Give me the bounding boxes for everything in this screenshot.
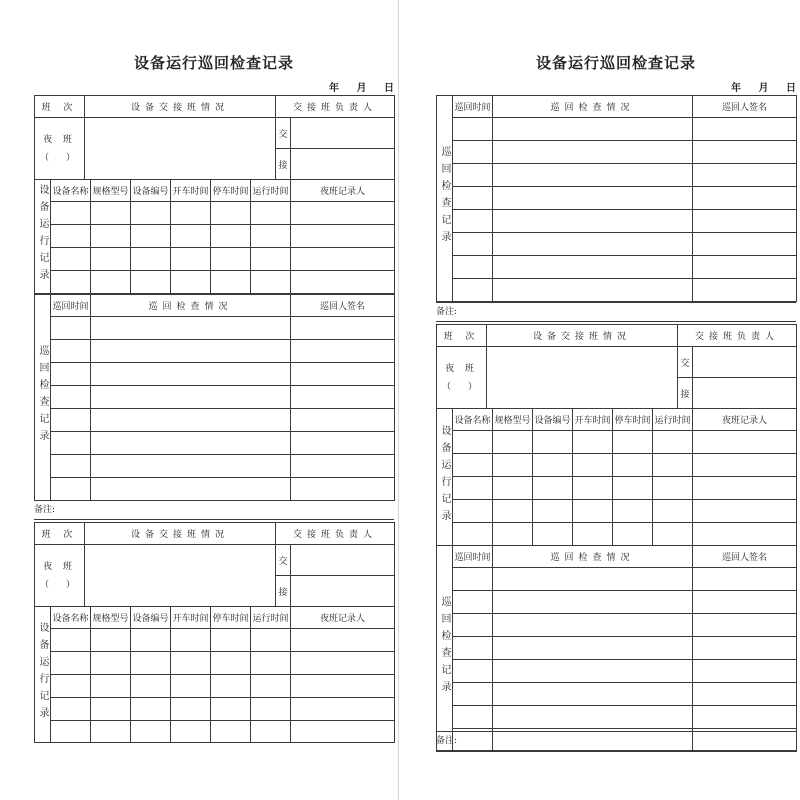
inspection-side-label: 巡回检查记录 [35,295,51,501]
hand-over-label: 交 [276,545,291,576]
take-over-signature [291,149,395,180]
situation-header: 设备交接班情况 [85,96,276,118]
night-shift-cell [35,118,85,180]
col-patrol-time: 巡回时间 [453,546,493,568]
night-shift-label: 夜 班 [445,363,478,374]
table-row [437,141,797,164]
situation-cell [85,545,276,607]
col-spec-model: 规格型号 [493,409,533,431]
table-row [35,698,395,721]
table-row [437,279,797,302]
shift-header: 班 次 [35,523,85,545]
table-row [437,500,797,523]
operation-table [34,179,395,294]
take-over-label: 接 [678,378,693,409]
responsible-header: 交接班负责人 [276,523,395,545]
col-run-time: 运行时间 [251,607,291,629]
col-start-time: 开车时间 [171,180,211,202]
col-stop-time: 停车时间 [613,409,653,431]
night-shift-cell [35,545,85,607]
shift-header: 班 次 [35,96,85,118]
hand-over-label: 交 [276,118,291,149]
col-patrol-situation: 巡回检查情况 [493,96,693,118]
table-row [437,454,797,477]
remarks: 备注: [436,302,796,322]
take-over-signature [291,576,395,607]
situation-cell [85,118,276,180]
take-over-label: 接 [276,576,291,607]
handover-table [436,324,797,409]
page-divider [398,0,399,800]
operation-table [34,606,395,743]
table-row [437,568,797,591]
table-row [35,225,395,248]
night-shift-paren: （ ） [441,381,481,392]
col-equipment-name: 设备名称 [51,180,91,202]
table-row [437,523,797,546]
situation-cell [487,347,678,409]
hand-over-signature [693,347,797,378]
inspection-side-label: 巡回检查记录 [437,546,453,752]
night-shift-label: 夜 班 [43,134,76,145]
table-row [35,629,395,652]
col-equipment-name: 设备名称 [453,409,493,431]
shift-header: 班 次 [437,325,487,347]
col-patrol-situation: 巡回检查情况 [493,546,693,568]
night-shift-label: 夜 班 [43,561,76,572]
table-row [437,614,797,637]
col-patrol-time: 巡回时间 [453,96,493,118]
table-row [437,591,797,614]
col-equipment-no: 设备编号 [533,409,573,431]
col-run-time: 运行时间 [653,409,693,431]
table-row [437,683,797,706]
col-start-time: 开车时间 [171,607,211,629]
inspection-table [436,95,797,302]
table-row [35,363,395,386]
table-row [437,118,797,141]
responsible-header: 交接班负责人 [276,96,395,118]
table-row [437,637,797,660]
table-row [437,210,797,233]
handover-table [34,95,395,180]
table-row [437,660,797,683]
situation-header: 设备交接班情况 [487,325,678,347]
remarks: 备注: [34,500,394,520]
table-row [35,652,395,675]
col-equipment-no: 设备编号 [131,607,171,629]
table-row [437,477,797,500]
doc-title: 设备运行巡回检查记录 [535,54,696,72]
table-row [35,340,395,363]
night-shift-cell [437,347,487,409]
col-patrol-situation: 巡回检查情况 [91,295,291,317]
col-patrol-time: 巡回时间 [51,295,91,317]
table-row [35,432,395,455]
table-row [35,271,395,294]
handover-table [34,522,395,607]
hand-over-label: 交 [678,347,693,378]
col-night-recorder: 夜班记录人 [291,180,395,202]
table-row [35,478,395,501]
date-line: 年 月 日 [329,83,394,94]
operation-table [436,408,797,546]
table-row [437,256,797,279]
col-stop-time: 停车时间 [211,180,251,202]
col-patrol-signature: 巡回人签名 [693,546,797,568]
col-spec-model: 规格型号 [91,607,131,629]
table-row [35,202,395,225]
col-spec-model: 规格型号 [91,180,131,202]
situation-header: 设备交接班情况 [85,523,276,545]
col-patrol-signature: 巡回人签名 [291,295,395,317]
hand-over-signature [291,118,395,149]
table-row [437,187,797,210]
col-stop-time: 停车时间 [211,607,251,629]
table-row [437,706,797,729]
table-row [35,721,395,743]
table-row [35,386,395,409]
table-row [437,431,797,454]
operation-side-label: 设备运行记录 [35,607,51,743]
hand-over-signature [291,545,395,576]
col-equipment-name: 设备名称 [51,607,91,629]
take-over-label: 接 [276,149,291,180]
night-shift-paren: （ ） [39,152,79,163]
responsible-header: 交接班负责人 [678,325,797,347]
table-row [437,233,797,256]
table-row [35,248,395,271]
operation-side-label: 设备运行记录 [35,180,51,294]
col-run-time: 运行时间 [251,180,291,202]
col-night-recorder: 夜班记录人 [693,409,797,431]
table-row [35,317,395,340]
col-start-time: 开车时间 [573,409,613,431]
date-line: 年 月 日 [731,83,796,94]
col-equipment-no: 设备编号 [131,180,171,202]
table-row [35,675,395,698]
col-patrol-signature: 巡回人签名 [693,96,797,118]
take-over-signature [693,378,797,409]
inspection-side-label: 巡回检查记录 [437,96,453,302]
inspection-table [34,294,395,501]
table-row [437,164,797,187]
operation-side-label: 设备运行记录 [437,409,453,546]
remarks: 备注: [436,731,796,751]
doc-title: 设备运行巡回检查记录 [133,54,294,72]
night-shift-paren: （ ） [39,579,79,590]
col-night-recorder: 夜班记录人 [291,607,395,629]
table-row [35,455,395,478]
table-row [35,409,395,432]
inspection-table [436,545,797,752]
